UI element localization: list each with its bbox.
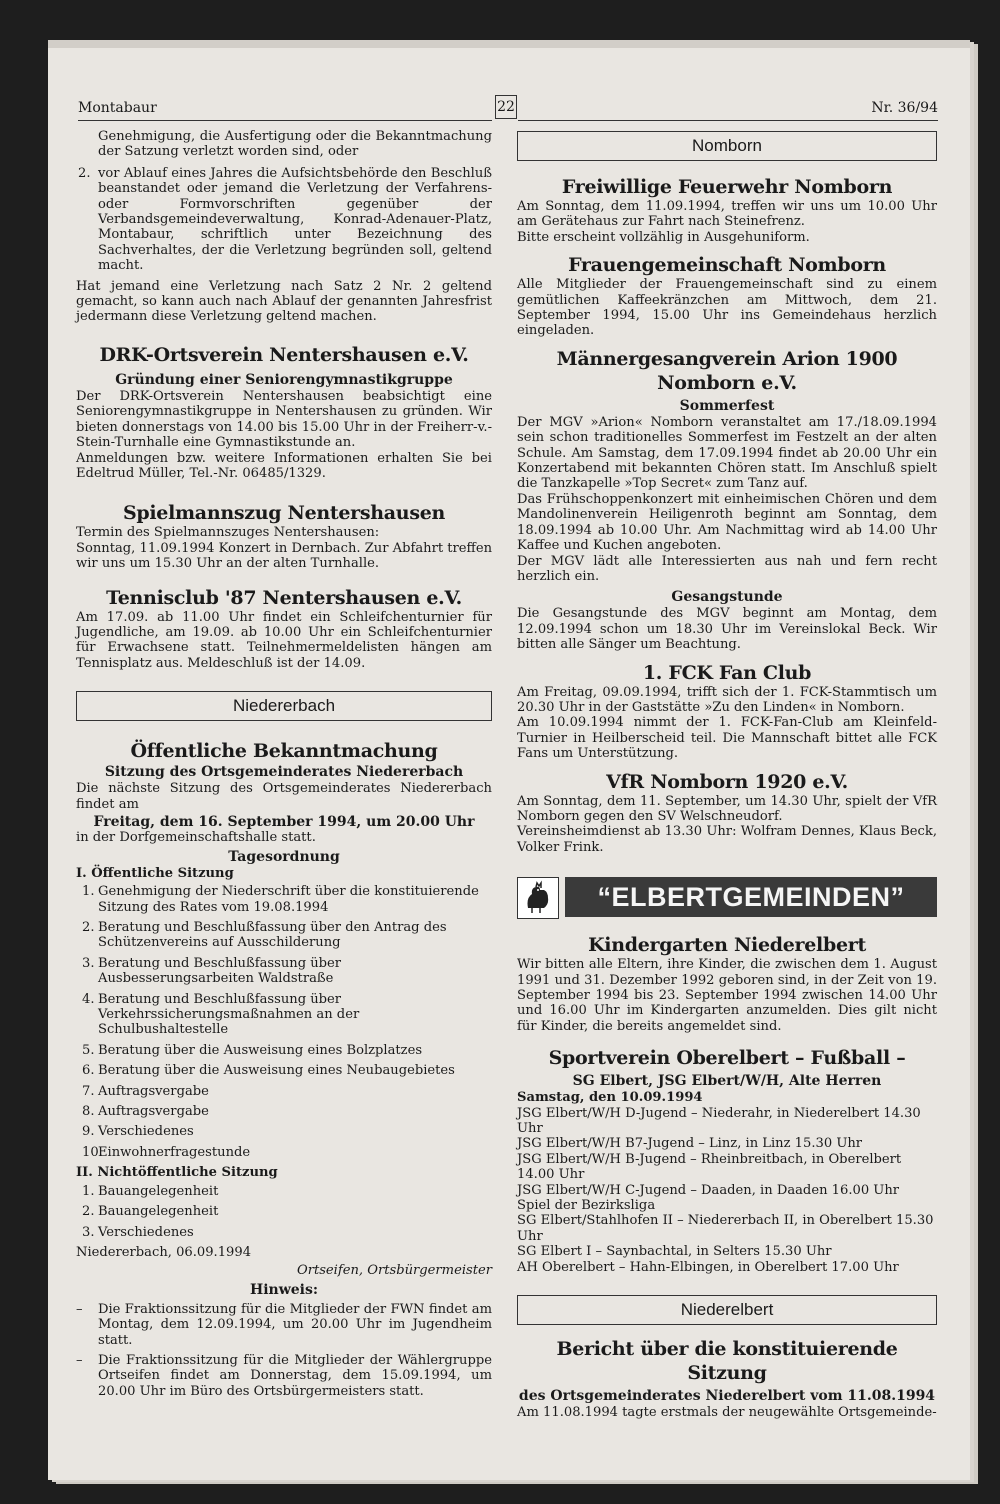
item-number: 7. <box>82 1083 95 1099</box>
drk-text: Der DRK-Ortsverein Nentershausen beabsichtigt eine Seniorengymnastikgruppe in Nentershausen zu gründen. Wir bieten donnerstags von 14.00 bis 15.00 Uhr in der Freiherr-v.-Stein-Turnhalle eine Gymnastikstunde an. <box>76 388 492 451</box>
agenda-item <box>76 1145 492 1160</box>
fixture-line: JSG Elbert/W/H D-Jugend – Niederahr, in Niederelbert 14.30 Uhr <box>517 1105 921 1137</box>
item-number: 2. <box>78 165 91 181</box>
bericht-title: Bericht über die konstituierende Sitzung <box>556 1338 898 1385</box>
tennisclub-text: Am 17.09. ab 11.00 Uhr findet ein Schleifchenturnier für Jugendliche, am 19.09. ab 10.00 Uhr ein Schleifchenturnier für Erwachsene statt. Teilnehmermeldelisten hängen am Tennisplatz aus. Meldeschluß ist der 14.09. <box>76 609 492 671</box>
agenda-item <box>76 1124 492 1139</box>
banner-title: “ELBERTGEMEINDEN” <box>565 877 937 917</box>
right-column <box>517 131 937 1421</box>
spielmannszug-text-1: Termin des Spielmannszuges Nentershausen: <box>76 525 380 541</box>
item-text: Auftragsvergabe <box>98 1104 209 1120</box>
signature: Ortseifen, Ortsbürgermeister <box>296 1263 492 1279</box>
item-number: 9. <box>82 1124 95 1140</box>
bericht-subtitle: des Ortsgemeinderates Niederelbert vom 11.08.1994 <box>518 1388 936 1405</box>
item-number: 2. <box>82 1204 95 1220</box>
sportverein-subtitle: SG Elbert, JSG Elbert/W/H, Alte Herren <box>572 1073 882 1090</box>
header-rule-right <box>518 120 938 121</box>
vfr-text-1: Am Sonntag, dem 11. September, um 14.30 Uhr, spielt der VfR Nomborn gegen den SV Welschneudorf. <box>517 793 937 824</box>
item-text: Auftragsvergabe <box>98 1083 209 1099</box>
tennisclub-title: Tennisclub '87 Nentershausen e.V. <box>106 586 462 609</box>
item-number: 8. <box>82 1104 95 1120</box>
hinweis-heading: Hinweis: <box>249 1281 319 1298</box>
bericht-text: Am 11.08.1994 tagte erstmals der neugewählte Ortsgemeinde- <box>517 1405 937 1421</box>
hinweis-item <box>76 1302 492 1348</box>
spielmannszug-text-2: Sonntag, 11.09.1994 Konzert in Dernbach. Zur Abfahrt treffen wir uns um 15.30 Uhr an der alten Turnhalle. <box>76 540 493 572</box>
mgv-text-2: Das Frühschoppenkonzert mit einheimischen Chören und dem Mandolinenverein Heiligenroth beginnt am Sonntag, dem 18.09.1994 ab 10.00 Uhr. Am Nachmittag wird ab 14.00 Uhr Kaffee und Kuchen angeboten. <box>517 491 937 554</box>
feuerwehr-text-2: Bitte erscheint vollzählig in Ausgehuniform. <box>517 229 810 245</box>
agenda-item <box>76 1063 492 1078</box>
elbertgemeinden-banner <box>517 877 937 919</box>
header-rule-left <box>78 120 492 121</box>
fixture-line: SG Elbert/Stahlhofen II – Niedererbach II, in Oberelbert 15.30 Uhr <box>517 1213 934 1244</box>
mgv-text-3: Der MGV lädt alle Interessierten aus nah und fern recht herzlich ein. <box>517 553 937 584</box>
vfr-title: VfR Nomborn 1920 e.V. <box>606 770 848 793</box>
fixture-line: Spiel der Bezirksliga <box>517 1198 656 1214</box>
fixture-line: AH Oberelbert – Hahn-Elbingen, in Oberelbert 17.00 Uhr <box>517 1259 899 1275</box>
mgv-text-1: Der MGV »Arion« Nomborn veranstaltet am 17./18.09.1994 sein schon traditionelles Sommerfest im Festzelt an der alten Schule. Am Samstag, dem 17.09.1994 findet ab 20.00 Uhr ein Konzertabend mit bekannten Chören statt. Im Anschluß spielt die Tanzkapelle »Top Secret« zum Tanz auf. <box>517 414 937 492</box>
spielmannszug-title: Spielmannszug Nentershausen <box>122 502 446 525</box>
item-number: – <box>76 1352 83 1368</box>
sportverein-date: Samstag, den 10.09.1994 <box>517 1090 703 1106</box>
fixture-list <box>517 1106 937 1275</box>
issue-number: Nr. 36/94 <box>871 100 938 116</box>
rooster-logo-icon <box>517 877 559 919</box>
item-text: Verschiedenes <box>98 1224 194 1240</box>
agenda-private <box>76 1184 492 1240</box>
hinweis-item <box>76 1353 492 1399</box>
gesangstunde-text: Die Gesangstunde des MGV beginnt am Montag, dem 12.09.1994 schon um 18.30 Uhr im Vereinslokal Beck. Wir bitten alle Sänger um Beachtung. <box>517 606 937 653</box>
agenda-item <box>76 884 492 915</box>
fck-text-2: Am 10.09.1994 nimmt der 1. FCK-Fan-Club am Kleinfeld-Turnier in Heilberscheid teil. Die Mannschaft bittet alle FCK Fans um Unterstützung. <box>517 715 937 762</box>
item-number: 1. <box>82 884 95 900</box>
agenda-item <box>76 1184 492 1199</box>
drk-text-2: Anmeldungen bzw. weitere Informationen erhalten Sie bei Edeltrud Müller, Tel.-Nr. 06485/1329. <box>76 450 492 481</box>
item-number: – <box>76 1301 83 1317</box>
agenda-item <box>76 1225 492 1240</box>
item-text: Beratung und Beschlußfassung über den Antrag des Schützenvereins auf Ausschilderung <box>98 920 447 951</box>
mgv-title: Männergesangverein Arion 1900 Nomborn e.V. <box>556 347 898 394</box>
agenda-item <box>76 1043 492 1058</box>
fck-text-1: Am Freitag, 09.09.1994, trifft sich der 1. FCK-Stammtisch um 20.30 Uhr in der Gaststätte »Zu den Linden« in Nomborn. <box>517 684 937 715</box>
fck-title: 1. FCK Fan Club <box>642 661 812 684</box>
agenda-item <box>76 1204 492 1219</box>
item-number: 3. <box>82 1224 95 1240</box>
item-text: Bauangelegenheit <box>98 1183 219 1199</box>
agenda-item <box>76 956 492 987</box>
agenda-item <box>76 1084 492 1099</box>
item-number: 5. <box>82 1042 95 1058</box>
drk-subtitle: Gründung einer Seniorengymnastikgruppe <box>115 371 453 388</box>
item-text: Die Fraktionssitzung für die Mitglieder der FWN findet am Montag, dem 12.09.1994, um 20.00 Uhr im Jugendheim statt. <box>98 1301 492 1348</box>
meeting-place: in der Dorfgemeinschaftshalle statt. <box>76 830 316 846</box>
bekanntmachung-subtitle: Sitzung des Ortsgemeinderates Niedererbach <box>104 764 464 781</box>
agenda-public <box>76 884 492 1160</box>
item-number: 4. <box>82 991 95 1007</box>
item-number: 3. <box>82 955 95 971</box>
feuerwehr-title: Freiwillige Feuerwehr Nomborn <box>561 176 893 198</box>
hinweis-list <box>76 1302 492 1399</box>
bekanntmachung-title: Öffentliche Bekanntmachung <box>130 740 438 763</box>
kindergarten-title: Kindergarten Niederelbert <box>588 934 866 957</box>
vfr-text-2: Vereinsheimdienst ab 13.30 Uhr: Wolfram Dennes, Klaus Beck, Volker Frink. <box>517 824 937 855</box>
bekanntmachung-intro: Die nächste Sitzung des Ortsgemeinderates Niedererbach findet am <box>76 781 492 812</box>
fixture-line: SG Elbert I – Saynbachtal, in Selters 15.30 Uhr <box>517 1244 832 1260</box>
sportverein-title: Sportverein Oberelbert – Fußball – <box>548 1047 906 1070</box>
frauengemeinschaft-text: Alle Mitglieder der Frauengemeinschaft sind zu einem gemütlichen Kaffeekränzchen am Mittwoch, dem 21. September 1994, 15.00 Uhr ins Gemeindehaus herzlich eingeladen. <box>517 277 937 339</box>
section-box-niederelbert: Niederelbert <box>517 1295 937 1325</box>
agenda-item <box>76 992 492 1038</box>
agenda-item <box>76 920 492 951</box>
item-text: Beratung und Beschlußfassung über Verkehrssicherungsmaßnahmen an der Schulbushaltestelle <box>98 991 360 1038</box>
satzung-note: Hat jemand eine Verletzung nach Satz 2 Nr. 2 geltend gemacht, so kann auch nach Ablauf der genannten Jahresfrist jedermann diese Verletzung geltend machen. <box>76 278 492 325</box>
item-text: Bauangelegenheit <box>98 1204 219 1220</box>
public-session-heading: I. Öffentliche Sitzung <box>76 865 234 881</box>
kindergarten-text: Wir bitten alle Eltern, ihre Kinder, die zwischen dem 1. August 1991 und 31. Dezember 1992 geboren sind, in der Zeit von 19. September 1994 bis 23. September 1994 zwischen 14.00 Uhr und 16.00 Uhr im Kindergarten anzumelden. Dies gilt nicht für Kinder, die bereits angemeldet sind. <box>517 957 937 1034</box>
item-text: Beratung und Beschlußfassung über Ausbesserungsarbeiten Waldstraße <box>98 955 342 987</box>
drk-title: DRK-Ortsverein Nentershausen e.V. <box>99 343 469 366</box>
tagesordnung-heading: Tagesordnung <box>228 848 340 865</box>
header-place: Montabaur <box>78 100 157 116</box>
satzung-continuation: Genehmigung, die Ausfertigung oder die Bekanntmachung der Satzung verletzt worden sind, oder <box>98 129 492 160</box>
item-text: Beratung über die Ausweisung eines Neubaugebietes <box>98 1063 455 1079</box>
private-session-heading: II. Nichtöffentliche Sitzung <box>76 1165 278 1181</box>
page-number: 22 <box>495 95 517 119</box>
fixture-line: JSG Elbert/W/H B-Jugend – Rheinbreitbach, in Oberelbert 14.00 Uhr <box>517 1151 902 1183</box>
left-column <box>76 129 492 1404</box>
satzung-item-2 <box>76 166 492 274</box>
dateline: Niedererbach, 06.09.1994 <box>76 1244 252 1260</box>
item-text: Verschiedenes <box>98 1124 194 1140</box>
fixture-line: JSG Elbert/W/H C-Jugend – Daaden, in Daaden 16.00 Uhr <box>517 1182 900 1198</box>
frauengemeinschaft-title: Frauengemeinschaft Nomborn <box>568 254 886 277</box>
item-text: Beratung über die Ausweisung eines Bolzplatzes <box>98 1042 423 1058</box>
mgv-subtitle: Sommerfest <box>679 397 775 414</box>
item-number: 10. <box>82 1144 103 1160</box>
item-number: 2. <box>82 920 95 935</box>
agenda-item <box>76 1104 492 1119</box>
item-text: Einwohnerfragestunde <box>98 1144 251 1160</box>
item-number: 1. <box>82 1183 95 1199</box>
feuerwehr-text: Am Sonntag, dem 11.09.1994, treffen wir uns um 10.00 Uhr am Gerätehaus zur Fahrt nach Steinefrenz. <box>517 199 937 230</box>
item-text: Genehmigung der Niederschrift über die konstituierende Sitzung des Rates vom 19.08.1994 <box>98 884 479 915</box>
section-box-niedererbach: Niedererbach <box>76 691 492 721</box>
gesangstunde-heading: Gesangstunde <box>671 589 783 606</box>
item-text: Die Fraktionssitzung für die Mitglieder der Wählergruppe Ortseifen findet am Donnerstag, dem 15.09.1994, um 20.00 Uhr im Büro des Ortsbürgermeisters statt. <box>98 1352 492 1399</box>
item-number: 6. <box>82 1063 95 1079</box>
section-box-nomborn: Nomborn <box>517 131 937 161</box>
meeting-date: Freitag, dem 16. September 1994, um 20.00 Uhr <box>93 813 475 830</box>
fixture-line: JSG Elbert/W/H B7-Jugend – Linz, in Linz 15.30 Uhr <box>517 1136 863 1152</box>
item-text: vor Ablauf eines Jahres die Aufsichtsbehörde den Beschluß beanstandet oder jemand die Verletzung der Verfahrens- oder Formvorschriften gegenüber der Verbandsgemeindeverwaltung, Konrad-Adenauer-Platz, Montabaur, schriftlich unter Bezeichnung des Sachverhaltes, der die Verletzung begründen soll, geltend macht. <box>98 165 492 274</box>
